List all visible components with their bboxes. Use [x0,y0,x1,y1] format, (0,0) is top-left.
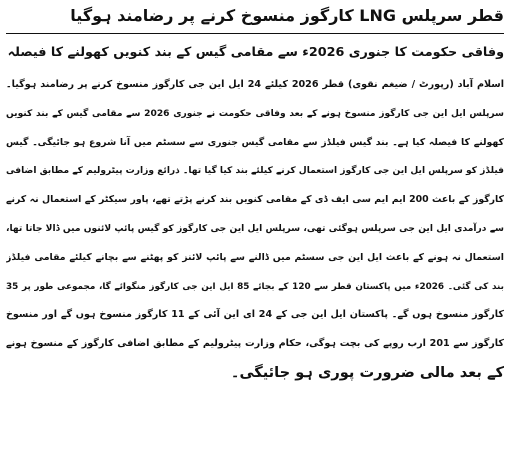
body-line: کارگوز منسوخ ہوں گے۔ پاکستان ایل این جی کے 24 ای این آئی کے 11 کارگوز منسوخ ہوں گے اور منسوخ [6,309,504,321]
headline: قطر سرپلس LNG کارگوز منسوخ کرنے پر رضامند ہوگیا [70,6,504,25]
body-line: استعمال نہ ہونے کے باعث ایل این جی سسٹم میں ڈالنے سے پائپ لائنز کو پھٹنے سے بچانے کیلئے مقامی فیلڈز [6,251,504,263]
divider [6,33,504,34]
subheadline: وفاقی حکومت کا جنوری 2026ء سے مقامی گیس کے بند کنویں کھولنے کا فیصلہ [7,45,504,60]
body-line: کارگوز سے 201 ارب روپے کی بچت ہوگی، حکام وزارت پیٹرولیم کے مطابق اضافی کارگوز کے منسوخ ہونے [6,338,504,350]
body-line: کھولنے کا فیصلہ کیا ہے۔ بند گیس فیلڈز سے مقامی گیس جنوری سے سسٹم میں آنا شروع ہو جائیگی۔ گیس [6,136,504,148]
body-line: کے بعد مالی ضرورت پوری ہو جائیگی۔ [230,363,504,381]
body-line: سے درآمدی ایل این جی سرپلس ہوگئی تھی، سرپلس ایل این جی کارگوز کو گیس پائپ لائنوں میں ڈالا جاتا تھا، [6,223,504,234]
body-line: سرپلس ایل این جی کارگوز منسوخ ہونے کے بعد وفاقی حکومت نے جنوری 2026 سے مقامی گیس کے بند کنویں [6,108,504,119]
article-body [6,71,504,388]
body-line: فیلڈز کو سرپلس ایل این جی کارگوز استعمال کرنے کیلئے بند کیا گیا تھا۔ ذرائع وزارت پیٹرولیم کے مطابق اضافی [6,166,504,177]
body-line: اسلام آباد (رپورٹ / ضیغم نقوی) قطر 2026 کیلئے 24 ایل این جی کارگوز منسوخ کرنے پر رضامند ہوگیا۔ [6,79,504,90]
body-line: کارگوز کے باعث 200 ایم ایم سی ایف ڈی کے مقامی کنویں بند کرنے پڑتے تھے، پاور سیکٹر کے استعمال نہ کرنے [6,194,504,206]
body-line: بند کی گئی۔ 2026ء میں پاکستان قطر سے 120 کے بجائے 85 ایل این جی کارگوز منگوائے گا، مجموعی طور پر 35 [6,281,504,292]
